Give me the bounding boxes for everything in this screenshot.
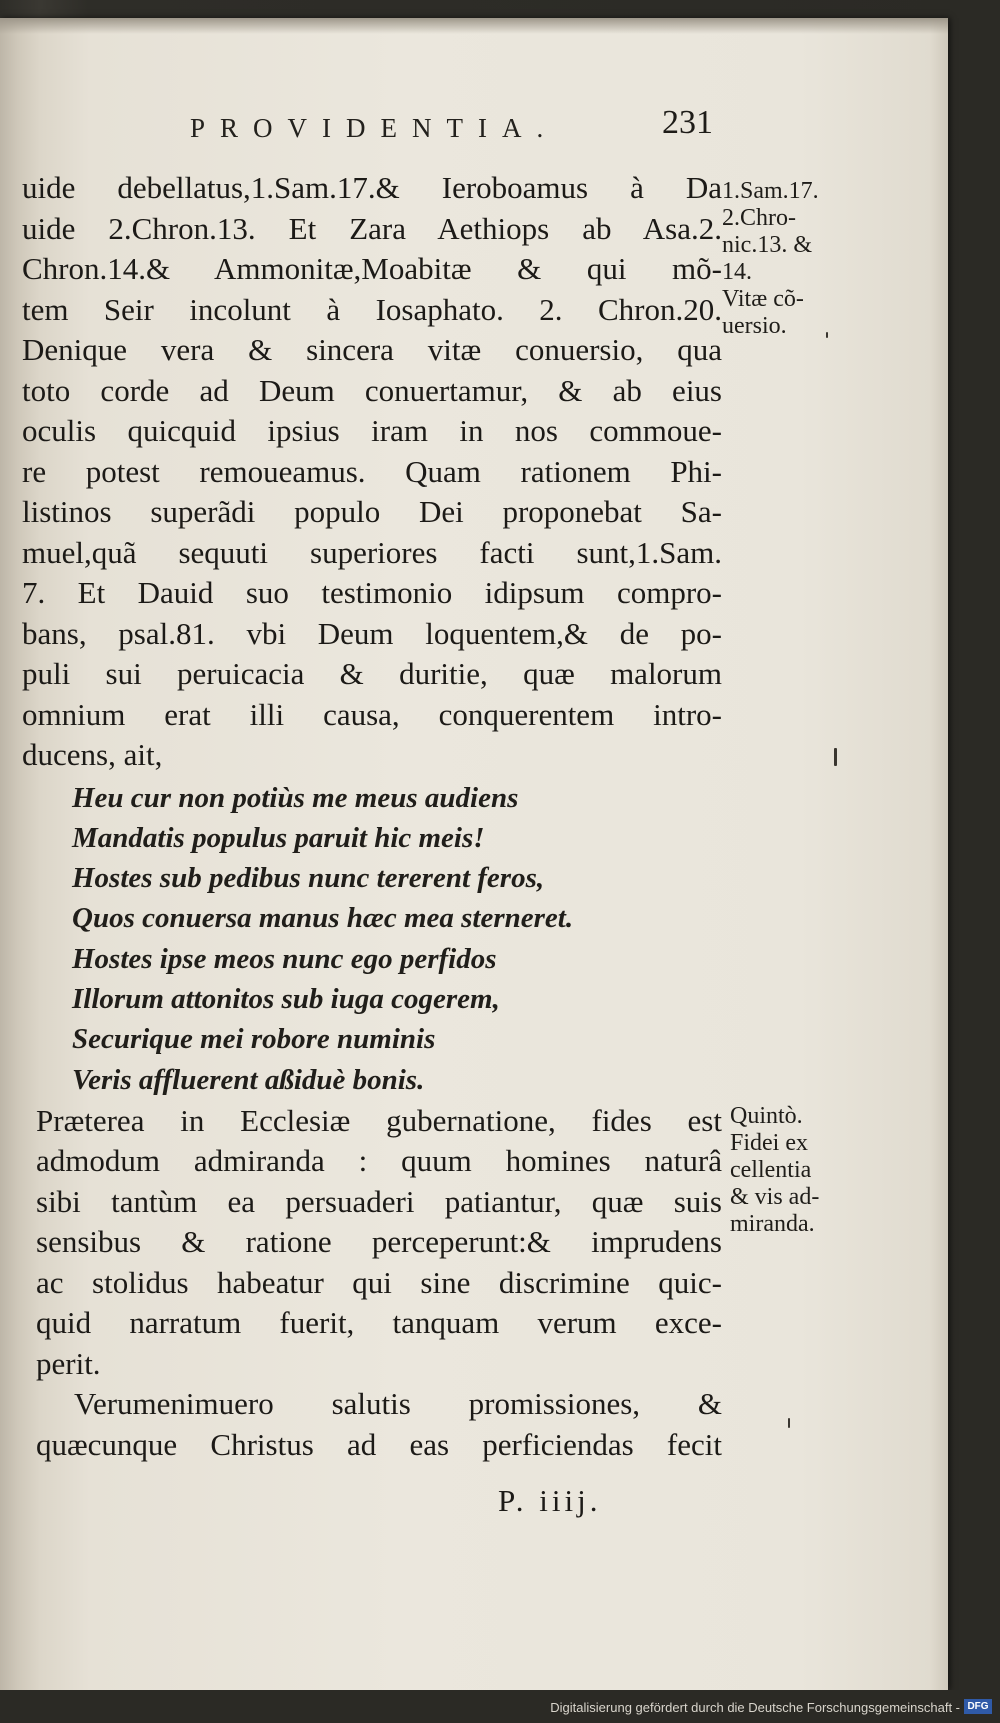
text-line: uide debellatus,1.Sam.17.& Ieroboamus à Da <box>22 170 722 205</box>
verse-line: Quos conuersa manus hæc mea sterneret. <box>72 902 574 935</box>
verse-line: Hostes ipse meos nunc ego perfidos <box>72 942 497 975</box>
margin-note-line: Fidei ex <box>730 1130 808 1156</box>
margin-note-line: Vitæ cõ- <box>722 286 804 312</box>
funding-credit: Digitalisierung gefördert durch die Deutsche Forschungsgemeinschaft - <box>550 1700 960 1715</box>
ink-speck <box>834 748 837 766</box>
text-line: admodum admiranda : quum homines naturâ <box>36 1143 722 1179</box>
margin-note-line: 1.Sam.17. <box>722 178 819 204</box>
text-line: 7. Et Dauid suo testimonio idipsum compro- <box>22 575 722 610</box>
verse-line: Hostes sub pedibus nunc tererent feros, <box>72 862 545 895</box>
text-line: muel,quã sequuti superiores facti sunt,1.Sam. <box>22 534 722 570</box>
verse-line: Mandatis populus paruit hic meis! <box>72 821 485 854</box>
text-line: listinos superãdi populo Dei proponebat Sa- <box>22 494 722 529</box>
margin-note-line: miranda. <box>730 1211 815 1237</box>
verse-line: Securique mei robore numinis <box>72 1023 436 1056</box>
text-line: oculis quicquid ipsius iram in nos commoue- <box>22 413 722 448</box>
margin-note-line: & vis ad- <box>730 1184 820 1210</box>
running-head: PROVIDENTIA. <box>190 113 559 143</box>
page-number: 231 <box>662 104 713 141</box>
paragraph-1 <box>22 168 722 776</box>
text-line: omnium erat illi causa, conquerentem intro- <box>22 696 722 732</box>
page-content <box>0 18 948 1690</box>
margin-note-line: uersio. <box>722 313 787 339</box>
verse-line: Illorum attonitos sub iuga cogerem, <box>72 982 500 1015</box>
text-line: perit. <box>36 1345 101 1381</box>
margin-note-fidei <box>730 1103 819 1238</box>
book-page <box>0 18 948 1690</box>
signature-mark: P. iiij. <box>498 1483 602 1518</box>
paragraph-3 <box>22 1384 722 1465</box>
text-line: toto corde ad Deum conuertamur, & ab eius <box>22 372 722 408</box>
text-line: tem Seir incolunt à Iosaphato. 2. Chron.20. <box>22 291 722 327</box>
text-line: Denique vera & sincera vitæ conuersio, qua <box>22 332 722 367</box>
psalm-verse <box>22 778 722 1100</box>
margin-note-line: cellentia <box>730 1157 812 1183</box>
text-line: re potest remoueamus. Quam rationem Phi- <box>22 453 722 489</box>
text-line: bans, psal.81. vbi Deum loquentem,& de po- <box>22 615 722 651</box>
text-line: sensibus & ratione perceperunt:& imprudens <box>36 1224 722 1260</box>
margin-note-line: 14. <box>722 259 752 285</box>
text-line: Chron.14.& Ammonitæ,Moabitæ & qui mõ- <box>22 251 722 286</box>
main-text-column <box>22 168 722 1465</box>
ink-speck <box>826 332 828 338</box>
ink-speck <box>788 1418 790 1428</box>
margin-note-line: Quintò. <box>730 1103 803 1129</box>
margin-note-references <box>722 178 819 340</box>
text-line: Præterea in Ecclesiæ gubernatione, fides est <box>36 1102 722 1138</box>
text-line: uide 2.Chron.13. Et Zara Aethiops ab Asa.2. <box>22 210 722 246</box>
verse-line: Heu cur non potiùs me meus audiens <box>72 781 519 814</box>
text-line: sibi tantùm ea persuaderi patiantur, quæ suis <box>36 1183 722 1219</box>
text-line: Verumenimuero salutis promissiones, & <box>74 1386 722 1422</box>
text-line: quæcunque Christus ad eas perficiendas fecit <box>36 1426 722 1462</box>
margin-note-line: 2.Chro- <box>722 205 796 231</box>
text-line: quid narratum fuerit, tanquam verum exce- <box>36 1305 722 1341</box>
verse-line: Veris affluerent aßiduè bonis. <box>72 1063 425 1096</box>
margin-note-line: nic.13. & <box>722 232 812 258</box>
text-line: puli sui peruicacia & duritie, quæ malorum <box>22 656 722 691</box>
dfg-logo: DFG <box>964 1699 992 1714</box>
text-line: ducens, ait, <box>22 737 163 772</box>
text-line: ac stolidus habeatur qui sine discrimine quic- <box>36 1264 722 1300</box>
paragraph-2 <box>22 1101 722 1385</box>
